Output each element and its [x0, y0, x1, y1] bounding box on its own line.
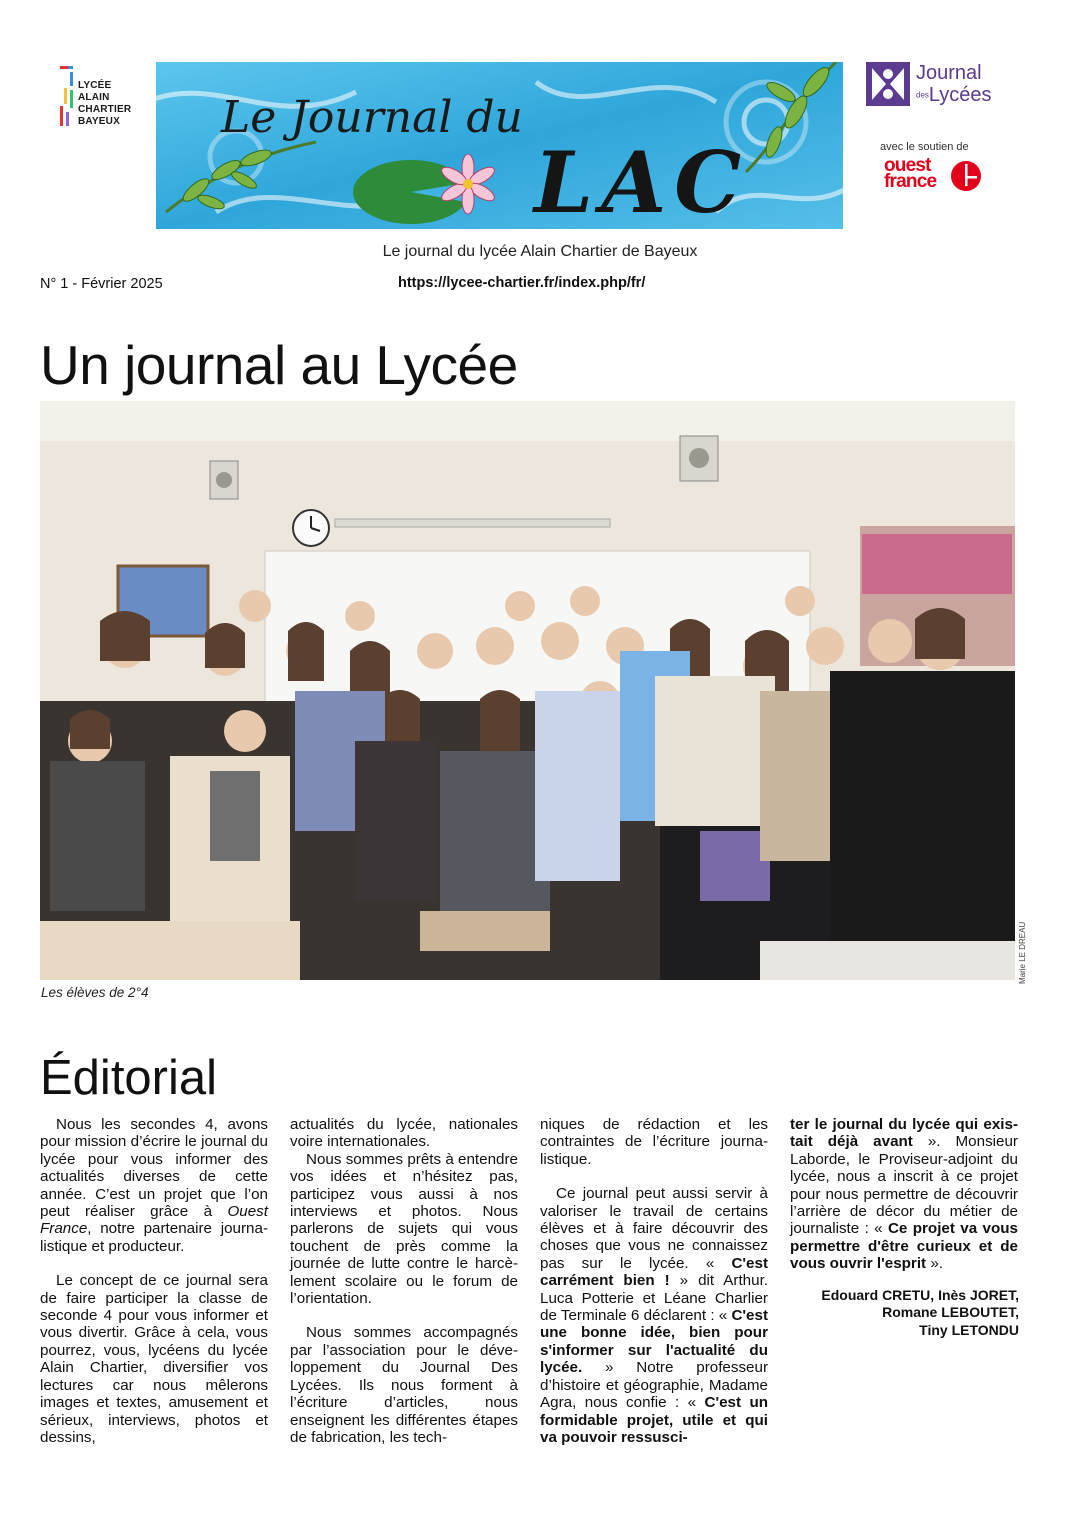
ouest-france-logo — [884, 155, 984, 194]
page-headline: Un journal au Lycée — [40, 334, 518, 396]
editorial-paragraph: actualités du lycée, nationales voire internationales. — [290, 1116, 518, 1151]
support-text: avec le soutien de — [880, 141, 969, 153]
issue-number: N° 1 - Février 2025 — [40, 276, 163, 292]
school-logo-bars-icon — [58, 66, 76, 128]
speaker-icon — [210, 461, 238, 499]
editorial-paragraph: Ce journal peut aussi servir à valoriser le travail de certains élèves et à faire découvrir des choses que vous ne connaissez pas sur le lycée. « C'est carrément bien ! » dit Arthur. Luca Potterie et Léane Charlier de Terminale 6 déclarent : « C'est une bonne idée, bien pour s'informer sur l'actualité du lycée. » Notre professeur d’histoire et géographie, Madame Agra, nous confie : « C'est un formidable projet, utile et qui va pouvoir ressusci- — [540, 1185, 768, 1446]
editorial-paragraph: Nous sommes prêts à entendre vos idées et n’hésitez pas, participez vous aussi à nos interviews et photos. Nous parlerons de sujets qui vous touchent de près comme la journée de lutte contre le harcèlement scolaire ou le forum de l’orientation. — [290, 1150, 518, 1308]
banner-title-line1: Le Journal du — [221, 92, 523, 143]
editorial-paragraph: ter le journal du lycée qui existait déjà avant ». Monsieur Laborde, le Proviseur-adjoint du lycée, nous a inscrit à ce projet pour nous permettre de découvrir l’arrière de décor du métier de journaliste : « Ce projet va vous permettre d'être curieux et de vous ouvrir l'esprit ». — [790, 1116, 1018, 1273]
partner-logo-word2: Lycées — [928, 84, 992, 106]
editorial-column-2 — [290, 1116, 518, 1446]
editorial-column-3 — [540, 1116, 768, 1446]
banner-title-line2: LAC — [534, 133, 750, 229]
masthead-banner — [156, 62, 843, 229]
photo-caption: Les élèves de 2°4 — [41, 985, 149, 1000]
school-logo — [52, 62, 148, 134]
school-website-link[interactable]: https://lycee-chartier.fr/index.php/fr/ — [398, 275, 646, 291]
school-logo-line: BAYEUX — [78, 116, 120, 127]
ouest-france-circle-icon — [950, 160, 982, 192]
quote-laborde: Ce projet va vous permettre d'être curieux et de vous ouvrir l'esprit — [790, 1220, 1018, 1273]
editorial-paragraph: Nous sommes accompagnés par l’association pour le développement du Journal Des Lycées. Ils nous forment à l’écriture d’articles, nous enseignent les différentes étapes de fabrication, les tech- — [290, 1324, 518, 1446]
quote-arthur: C'est carrément bien ! — [540, 1254, 768, 1290]
school-logo-line: CHARTIER — [78, 104, 132, 115]
editorial-column-1 — [40, 1116, 268, 1446]
editorial-paragraph: Nous les secondes 4, avons pour mission d’écrire le journal du lycée pour vous informer des actualités diverses de cette année. C’est un projet que l’on peut réaliser grâce à Ouest France, notre partenaire journalistique et producteur. — [40, 1116, 268, 1255]
school-logo-line: LYCÉE — [78, 80, 112, 91]
journal-subtitle: Le journal du lycée Alain Chartier de Bayeux — [382, 243, 698, 260]
journal-des-lycees-emblem-icon — [866, 62, 910, 106]
editorial-authors — [790, 1287, 1019, 1339]
wall-clock-icon — [293, 510, 329, 546]
class-photo — [40, 401, 1015, 980]
journal-des-lycees-logo — [866, 60, 1006, 112]
photo-credit: Marie LE DREAU — [1018, 921, 1027, 984]
editorial-paragraph: Le concept de ce journal sera de faire participer la classe de seconde 4 pour vous informer et vous divertir. Grâce à cela, vous pourrez, vous, lycéens du lycée Alain Chartier, diversifier vos lectures car nous mêlerons images et textes, amusement et sérieux, interviews, photos et dessins, — [40, 1272, 268, 1446]
ouest-france-word1: ouest — [884, 155, 931, 176]
school-logo-line: ALAIN — [78, 92, 110, 103]
ouest-france-word2: france — [884, 171, 937, 192]
author-line: Tiny LETONDU — [919, 1321, 1019, 1338]
partner-logo-word1: Journal — [916, 62, 982, 84]
quote-agra-end: ter le journal du lycée qui existait déjà avant — [790, 1116, 1018, 1151]
author-line: Romane LEBOUTET, — [882, 1304, 1019, 1321]
quote-terminale: C'est une bonne idée, bien pour s'informer sur l'actualité du lycée. — [540, 1307, 768, 1377]
editorial-title: Éditorial — [40, 1051, 218, 1105]
editorial-paragraph: niques de rédaction et les contraintes de l’écriture journalistique. — [540, 1116, 768, 1168]
author-line: Edouard CRETU, Inès JORET, — [821, 1287, 1019, 1303]
editorial-column-4 — [790, 1116, 1018, 1273]
speaker-icon — [680, 436, 718, 481]
quote-agra: C'est un formidable projet, utile et qui va pouvoir ressusci- — [540, 1394, 768, 1446]
partner-logo-des: des — [916, 90, 929, 100]
